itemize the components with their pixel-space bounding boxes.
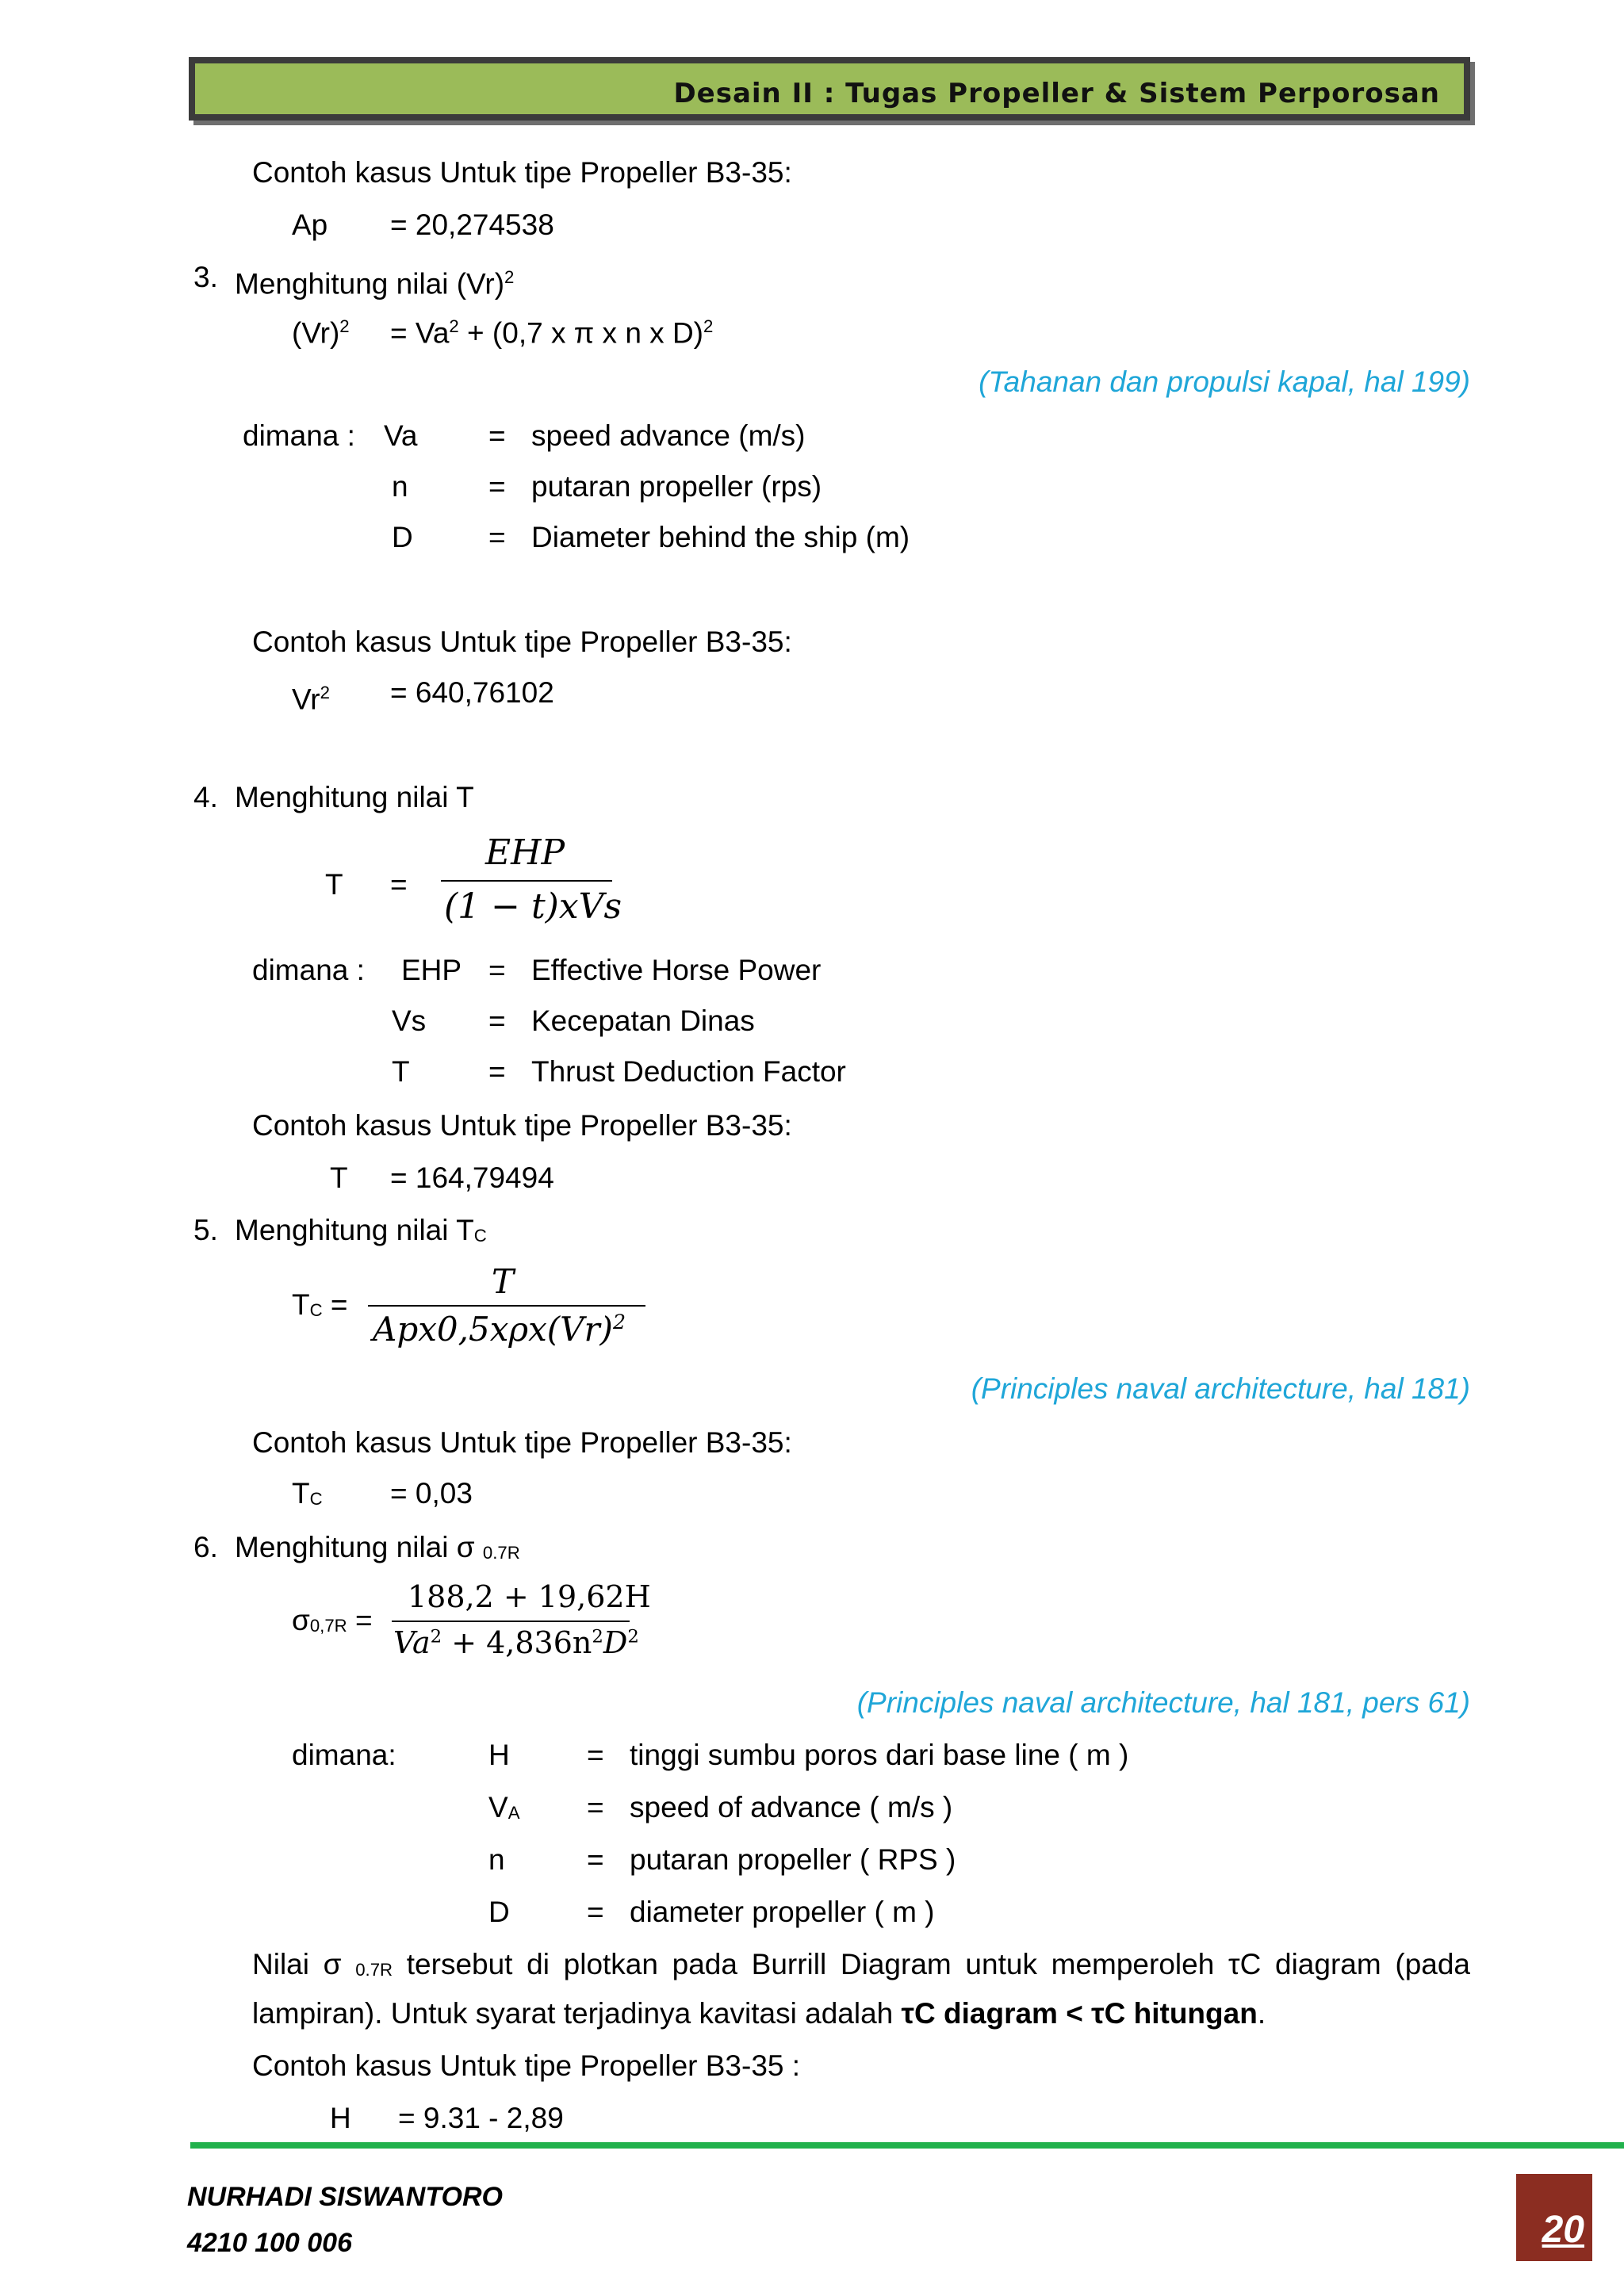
footer-author-id: 4210 100 006 — [187, 2228, 352, 2258]
step5-number: 5. — [193, 1214, 218, 1246]
step3-var-desc: Diameter behind the ship (m) — [531, 521, 910, 553]
step5-result-value: = 0,03 — [390, 1477, 473, 1510]
step6-paragraph-line1: Nilai σ $_{0.7R}$ tersebut di plotkan pada Burrill Diagram untuk memperoleh τC diagram (pada — [252, 1948, 1471, 1980]
step3-var-desc: putaran propeller (rps) — [531, 470, 822, 503]
step6-result-value: = 9.31 - 2,89 — [398, 2102, 564, 2134]
step4-result-value: = 164,79494 — [390, 1161, 554, 1194]
page-number-box — [1516, 2174, 1592, 2261]
step4-var-eq: = — [488, 954, 506, 986]
step5-heading: Menghitung nilai $T_C$ — [235, 1214, 487, 1246]
step6-var-sym: $V_A$ — [488, 1791, 520, 1823]
step4-result-sym: T — [330, 1161, 348, 1194]
step4-var-desc: Thrust Deduction Factor — [531, 1055, 846, 1088]
header-bar — [189, 57, 1470, 121]
step6-var-sym: D — [488, 1896, 510, 1928]
footer-author-name: NURHADI SISWANTORO — [187, 2182, 503, 2212]
step3-var-eq: = — [488, 521, 506, 553]
step4-var-sym: T — [392, 1055, 410, 1088]
step4-fraction-bar — [441, 880, 612, 882]
header-title: Desain II : Tugas Propeller & Sistem Perporosan — [673, 78, 1440, 109]
step6-var-sym: H — [488, 1739, 510, 1771]
step3-var-desc: speed advance (m/s) — [531, 419, 806, 452]
step6-number: 6. — [193, 1531, 218, 1563]
step6-example-label: Contoh kasus Untuk tipe Propeller B3-35 : — [252, 2049, 801, 2082]
step4-eq: = — [390, 868, 408, 901]
footer-divider — [190, 2142, 1624, 2149]
step3-heading: Menghitung nilai $(Vr)^2$ — [235, 267, 515, 300]
step6-fraction-bar — [392, 1621, 630, 1622]
step4-var-sym: EHP — [401, 954, 462, 986]
step6-heading: Menghitung nilai σ $_{0.7R}$ — [235, 1531, 520, 1563]
step3-example-label: Contoh kasus Untuk tipe Propeller B3-35: — [252, 626, 792, 658]
step6-var-desc: diameter propeller ( m ) — [630, 1896, 935, 1928]
step3-result-value: = 640,76102 — [390, 676, 554, 709]
step6-var-eq: = — [587, 1739, 604, 1771]
step5-lhs: $T_C$ = — [292, 1288, 348, 1321]
step4-where-label: dimana : — [252, 954, 365, 986]
step3-where-label: dimana : — [243, 419, 355, 452]
step4-var-desc: Effective Horse Power — [531, 954, 822, 986]
step5-fraction-bar — [368, 1305, 645, 1307]
step4-var-desc: Kecepatan Dinas — [531, 1004, 755, 1037]
step5-result-sym: $T_C$ — [292, 1477, 323, 1510]
step5-denominator: $Apx0,5x\rho x(Vr)^2$ — [373, 1310, 626, 1349]
step4-var-eq: = — [488, 1055, 506, 1088]
step6-var-eq: = — [587, 1896, 604, 1928]
step3-var-sym: n — [392, 470, 408, 503]
step3-var-eq: = — [488, 470, 506, 503]
step6-where-label: dimana: — [292, 1739, 396, 1771]
step4-denominator: (1 − t)xVs — [444, 886, 622, 927]
step3-number: 3. — [193, 261, 218, 293]
step3-var-sym: Va — [384, 419, 418, 452]
step6-var-eq: = — [587, 1843, 604, 1876]
step3-var-eq: = — [488, 419, 506, 452]
step3-formula-rhs: = $Va^2 + (0,7$ x π x n x D)$^2$ — [390, 316, 714, 350]
page-number: 20 — [1542, 2209, 1584, 2251]
step6-denominator: $Va^2 + 4,836n^2D^2$ — [393, 1625, 639, 1660]
step6-var-desc: putaran propeller ( RPS ) — [630, 1843, 956, 1876]
step6-var-desc: tinggi sumbu poros dari base line ( m ) — [630, 1739, 1129, 1771]
ap-example-label: Contoh kasus Untuk tipe Propeller B3-35: — [252, 156, 792, 189]
step6-lhs: $\sigma_{0,7R}$ = — [292, 1604, 373, 1636]
step6-var-eq: = — [587, 1791, 604, 1823]
step5-numerator: T — [492, 1262, 515, 1301]
step6-reference: (Principles naval architecture, hal 181, pers 61) — [856, 1686, 1470, 1719]
step3-reference: (Tahanan dan propulsi kapal, hal 199) — [979, 365, 1470, 398]
step4-example-label: Contoh kasus Untuk tipe Propeller B3-35: — [252, 1109, 792, 1142]
step4-lhs: T — [325, 868, 343, 901]
step5-example-label: Contoh kasus Untuk tipe Propeller B3-35: — [252, 1426, 792, 1459]
step6-result-sym: H — [330, 2102, 351, 2134]
step4-var-eq: = — [488, 1004, 506, 1037]
step3-formula-lhs: $(Vr)^2$ — [292, 316, 350, 350]
step6-var-sym: n — [488, 1843, 505, 1876]
step4-var-sym: Vs — [392, 1004, 427, 1037]
ap-value: = 20,274538 — [390, 209, 554, 241]
step6-paragraph-line2: lampiran). Untuk syarat terjadinya kavitasi adalah τC diagram < τC hitungan. — [252, 1997, 1266, 2030]
step4-number: 4. — [193, 781, 218, 813]
step4-heading: Menghitung nilai T — [235, 781, 474, 813]
ap-label: Ap — [292, 209, 328, 241]
step6-var-desc: speed of advance ( m/s ) — [630, 1791, 953, 1823]
step6-numerator: 188,2 + 19,62H — [408, 1579, 651, 1614]
step3-var-sym: D — [392, 521, 413, 553]
step4-numerator: EHP — [485, 832, 565, 873]
step5-reference: (Principles naval architecture, hal 181) — [971, 1372, 1470, 1405]
step3-result-sym: Vr$^2$ — [292, 683, 330, 716]
